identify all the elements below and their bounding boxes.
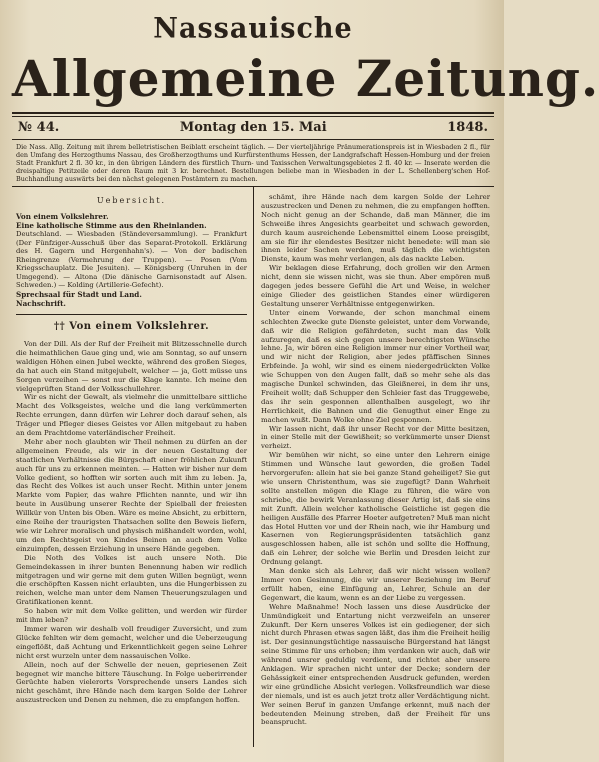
article-title: †† Von einem Volkslehrer. (53, 321, 210, 333)
article-paragraph: Allein, noch auf der Schwelle der neuen, gepriesenen Zeit begegnet wir manche bittere Täuschung. In Folge ueberirrender Gerüchte haben vielerorts Vorsprechende unsers Landes sich nicht geschämt, ihre Hände nach dem kargen Solde der Lehrer auszustrecken und Denen zu nehmen, die zu empfangen hoffen. (16, 660, 247, 705)
article-paragraph: So haben wir mit dem Volke gelitten, und werden wir fürder mit ihm leben? (16, 607, 247, 625)
article-paragraph: Die Noth des Volkes ist auch unsere Noth. Die Gemeindekassen in ihrer bunten Benennung haben wir redlich mitgetragen und wir gerne mit dem guten Willen begnügt, wenn die erschöpften Kassen nicht erlaubten, uns die Hungerbissen zu reichen, welche man unter dem Namen Theuerungszulagen und Gratifikationen kennt. (16, 553, 247, 607)
article-paragraph: Unter einem Vorwande, der schon manchmal einem schlechten Zwecke gute Dienste geleistet, unter dem Vorwande, daß wir die Religion gefährdeten, sucht man das Volk aufzuregen, daß es sich gegen unsere berechtigsten Wünsche lehne. Ja, wir bören eine Religion immer nur einer Vortheil war, und wir nicht der Religion, aber jedes pfäffischen Sinnes Erbfeinde. Ja wohl, wir sind es einem niedergedrückten Volke wie Schuppen von den Augen fallt, daß so mehr sehe als das magische Dunkel schwinden, das Gleißnerei, in dem ihr uns, Freiheit wollt; daß Schupper den Schleier fast das Truggewebe, das ihr sein gesponnen allenthalben ausgelegt, wo ihr Herrlichkeit, die Bahnen und die Genugthut einer Enge zu machen wußt. Dann Wolke ohne Ziel gesponnen. (261, 308, 490, 424)
article-paragraph: Von der Dill. Als der Ruf der Freiheit mit Blitzesschnelle durch die heimathlichen Gaue ging und, wie am Sonntag, so auf unsern waldigen Höhen einen Jubel weckte, während des großen Sieges, da hat auch ein Stand mitgejubelt, welcher — ja, Gott müsse uns Sorgen verzeihen — sonst nur die Klage kannte. Ich meine den vielgeprüften Stand der Volksschullehrer. (16, 339, 247, 393)
article-paragraph: Wir beklagen diese Erfahrung, doch grollen wir den Armen nicht, denn sie wissen nicht, was sie thun. Aber empören muß dagegen jedes bessere Gefühl die Art und Weise, in welcher einige Glieder des geistlichen Standes einer würdigeren Gestaltung unserer Verhältnisse entgegenwirken. (261, 264, 490, 308)
left-column (12, 187, 253, 747)
article-paragraph: schämt, ihre Hände nach dem kargen Solde der Lehrer auszustrecken und Denen zu nehmen, die zu empfangen hofften. Noch nicht genug an der Schande, daß man Männer, die im Schweiße ihres Angesichts gearbeitet und schwach geworden, durch kaum ausreichende Lebensmittel einem Loose preisgibt, am sie für ihr elendestes Besitzer nicht benedete: will man sie ihnen leider Sachen werden, muß täglich die wichtigsten Dienste, kaum was mehr verlangen, als das nackte Leben. (261, 193, 490, 264)
article-paragraph: Wir lassen nicht, daß ihr unser Recht vor der Mitte besitzen, in einer Stelle mit der Gewißheit; so verkümmerte unser Dienst verheizt. (261, 424, 490, 451)
columns (12, 186, 494, 747)
issue-date: Montag den 15. Mai (179, 120, 327, 135)
issue-year: 1848. (447, 120, 488, 135)
issue-number: № 44. (18, 120, 60, 135)
article-paragraph: Man denke sich als Lehrer, daß wir nicht wissen wollen? Immer von Gesinnung, die wir unserer Beziehung im Beruf erfüllt haben, eine Einfügung an, Lehrer, Schule an der Gegenwart, die kaum, wenn es an der Liebe zu vergessen. (261, 567, 490, 602)
article-paragraph: Wir es nicht der Gewalt, als vielmehr die unmittelbare sittliche Macht des Volksgeistes, welche und die lang verkümmerten Rechte errungen, dann dürfen wir Lehrer doch darauf sehen, als Träger und Pfleger dieses Geistes vor Allen mitgebaut zu haben an dem Prachtdome vaterländischer Freiheit. (16, 393, 247, 438)
article-paragraph: Immer waren wir deshalb voll freudiger Zuversicht, und zum Glücke fehlten wir dem gemacht, welcher und die Ueberzeugung eingeflößt, daß Achtung und Erkenntlichkeit gegen seine Lehrer nicht erst wurzeln unter dem nassauischen Volke. (16, 624, 247, 660)
toc-item: Von einem Volkslehrer. (16, 211, 109, 221)
masthead-title: Allgemeine Zeitung. (12, 49, 599, 108)
toc-item: Eine katholische Stimme aus den Rheinlanden. (16, 220, 207, 230)
article-paragraph: Wehre Maßnahme! Noch lassen uns diese Ausdrücke der Unmündigkeit und Entartung nicht verzweifeln an unserer Zukunft. Der Kern unseres Volkes ist ein gediegener, der sich nicht durch Phrasen etwas sagen läßt, das ihm die Freiheit heilig ist. Der gesinnungstüchtige nassauische Bürgerstand hat längst seine Stimme für uns erhoben; ihm verdanken wir auch, daß wir während unsrer geduldig verdient, und richtet aber unsere Anklagen. Wir sprachen nicht unter der Decke; sondern der Gehässigkeit einer entsprechenden Ausdruck gefunden, werden wir eine gründliche Absicht verlegen. Volksfreundlich war diese der niemals, und ist es auch jetzt trotz aller Verdächtigung nicht. Wer seinen Beruf in ganzen Umfange erkennt, muß nach der bedeutenden Meinung streben, daß der Freiheit für uns beansprucht. (261, 602, 490, 727)
dateline (12, 117, 494, 139)
toc-item: Sprechsaal für Stadt und Land. (16, 290, 142, 300)
article-paragraph: Mehr aber noch glaubten wir Theil nehmen zu dürfen an der allgemeinen Freude, als wir in der neuen Gestaltung der staatlichen Verhältnisse die Bürgschaft einer fröhlichen Zukunft auch für uns zu erkennen meinten. — Hatten wir bisher nur dem Volke gedient, so hofften wir sorten auch mit ihm zu leben. Ja, das Recht des Volkes ist auch unser Recht. Mithin unter jenem Markte vom Papier, das wahre Pflichten nannte, und wir ihn beute in Ausübung unserer Rechte der Spielball der freiesten Willkür von Unten bis Oben. Wäre es meine Absicht, zu erbittern, eine Reihe der traurigsten Thatsachen sollte den Beweis liefern, wie wir Lehrer moralisch und physisch mißhandelt worden, wohl, um den Rechtsgeist von Kindes Beinen an auch dem Volke einzuimpfen, dessen Erziehung in unsere Hände gegeben. (16, 437, 247, 553)
subscription-info: Die Nass. Allg. Zeitung mit ihrem belletristischen Beiblatt erscheint täglich. — Der vierteljährige Pränumerationspreis ist in Wiesbaden 2 fl., für den Umfang des Herzogthums Nassau, des Großherzogthums und Kurfürstenthums Hessen, der Landgrafschaft Hessen-Homburg und der freien Stadt Frankfurt 2 fl. 30 kr., in den übrigen Ländern des fürstlich Thurn- und Taxisschen Verwaltungsgebietes 2 fl. 40 kr. — Inserate werden die dreispaltige Petitzeile oder deren Raum mit 3 kr. berechnet. Bestellungen beliebe man in Wiesbaden in der L. Schellenberg'schen Hof-Buchhandlung auswärts bei den nächst gelegenen Postämtern zu machen. (16, 143, 490, 183)
toc-item: Nachschrift. (16, 299, 66, 309)
article-paragraph: Wir bemühen wir nicht, so eine unter den Lehrern einige Stimmen und Wünsche laut geworden, die großen Tadel hervorgerufen: allein hat sie bei ganze Stand geheiliget? Sie gut wie unsern Christenthum, was sie zugefügt? Dann Wahrheit sollte anstellen mögen die Klage zu führen, die wäre von schriebe, die bewirk Veranlassung dieser Artig ist, daß sie eins mit Zunft. Allein welcher katholische Geistliche ist gegen die heiligen Ausfälle des Pfarrer Hoeter aufgetreten? Muß man nicht das Hotel Hutten vor und der Rhein nach, wie ihr Hamburg und Kasernen von Regierungspräsidenten tatsächlich ganz ausgeschlossen haben, alle ist schön und sollte die Hoffnung, daß ein Lehrer, der solche wie Berlin und Dresden leicht zur Ordnung gelangt. (261, 451, 490, 567)
toc-item: Deutschland. — Wiesbaden (Ständeversammlung). — Frankfurt (Der Fünfziger-Ausschuß über das Separat-Protokoll. Erklärung des H. Gagern und Hergenhahn's). — Von der badischen Rheingrenze (Vermehrung der Truppen). — Posen (Vom Kriegsschauplatz. Die Jesuiten). — Königsberg (Unruhen in der Umgegend). — Altona (Die dänische Garnisonstadt auf Alsen. Schweden.) — Kolding (Artillerie-Gefecht). (16, 229, 247, 290)
toc-title: Uebersicht. (96, 196, 167, 205)
right-column (253, 187, 494, 747)
section-divider (16, 314, 247, 315)
masthead-region: Nassauische (153, 12, 353, 45)
